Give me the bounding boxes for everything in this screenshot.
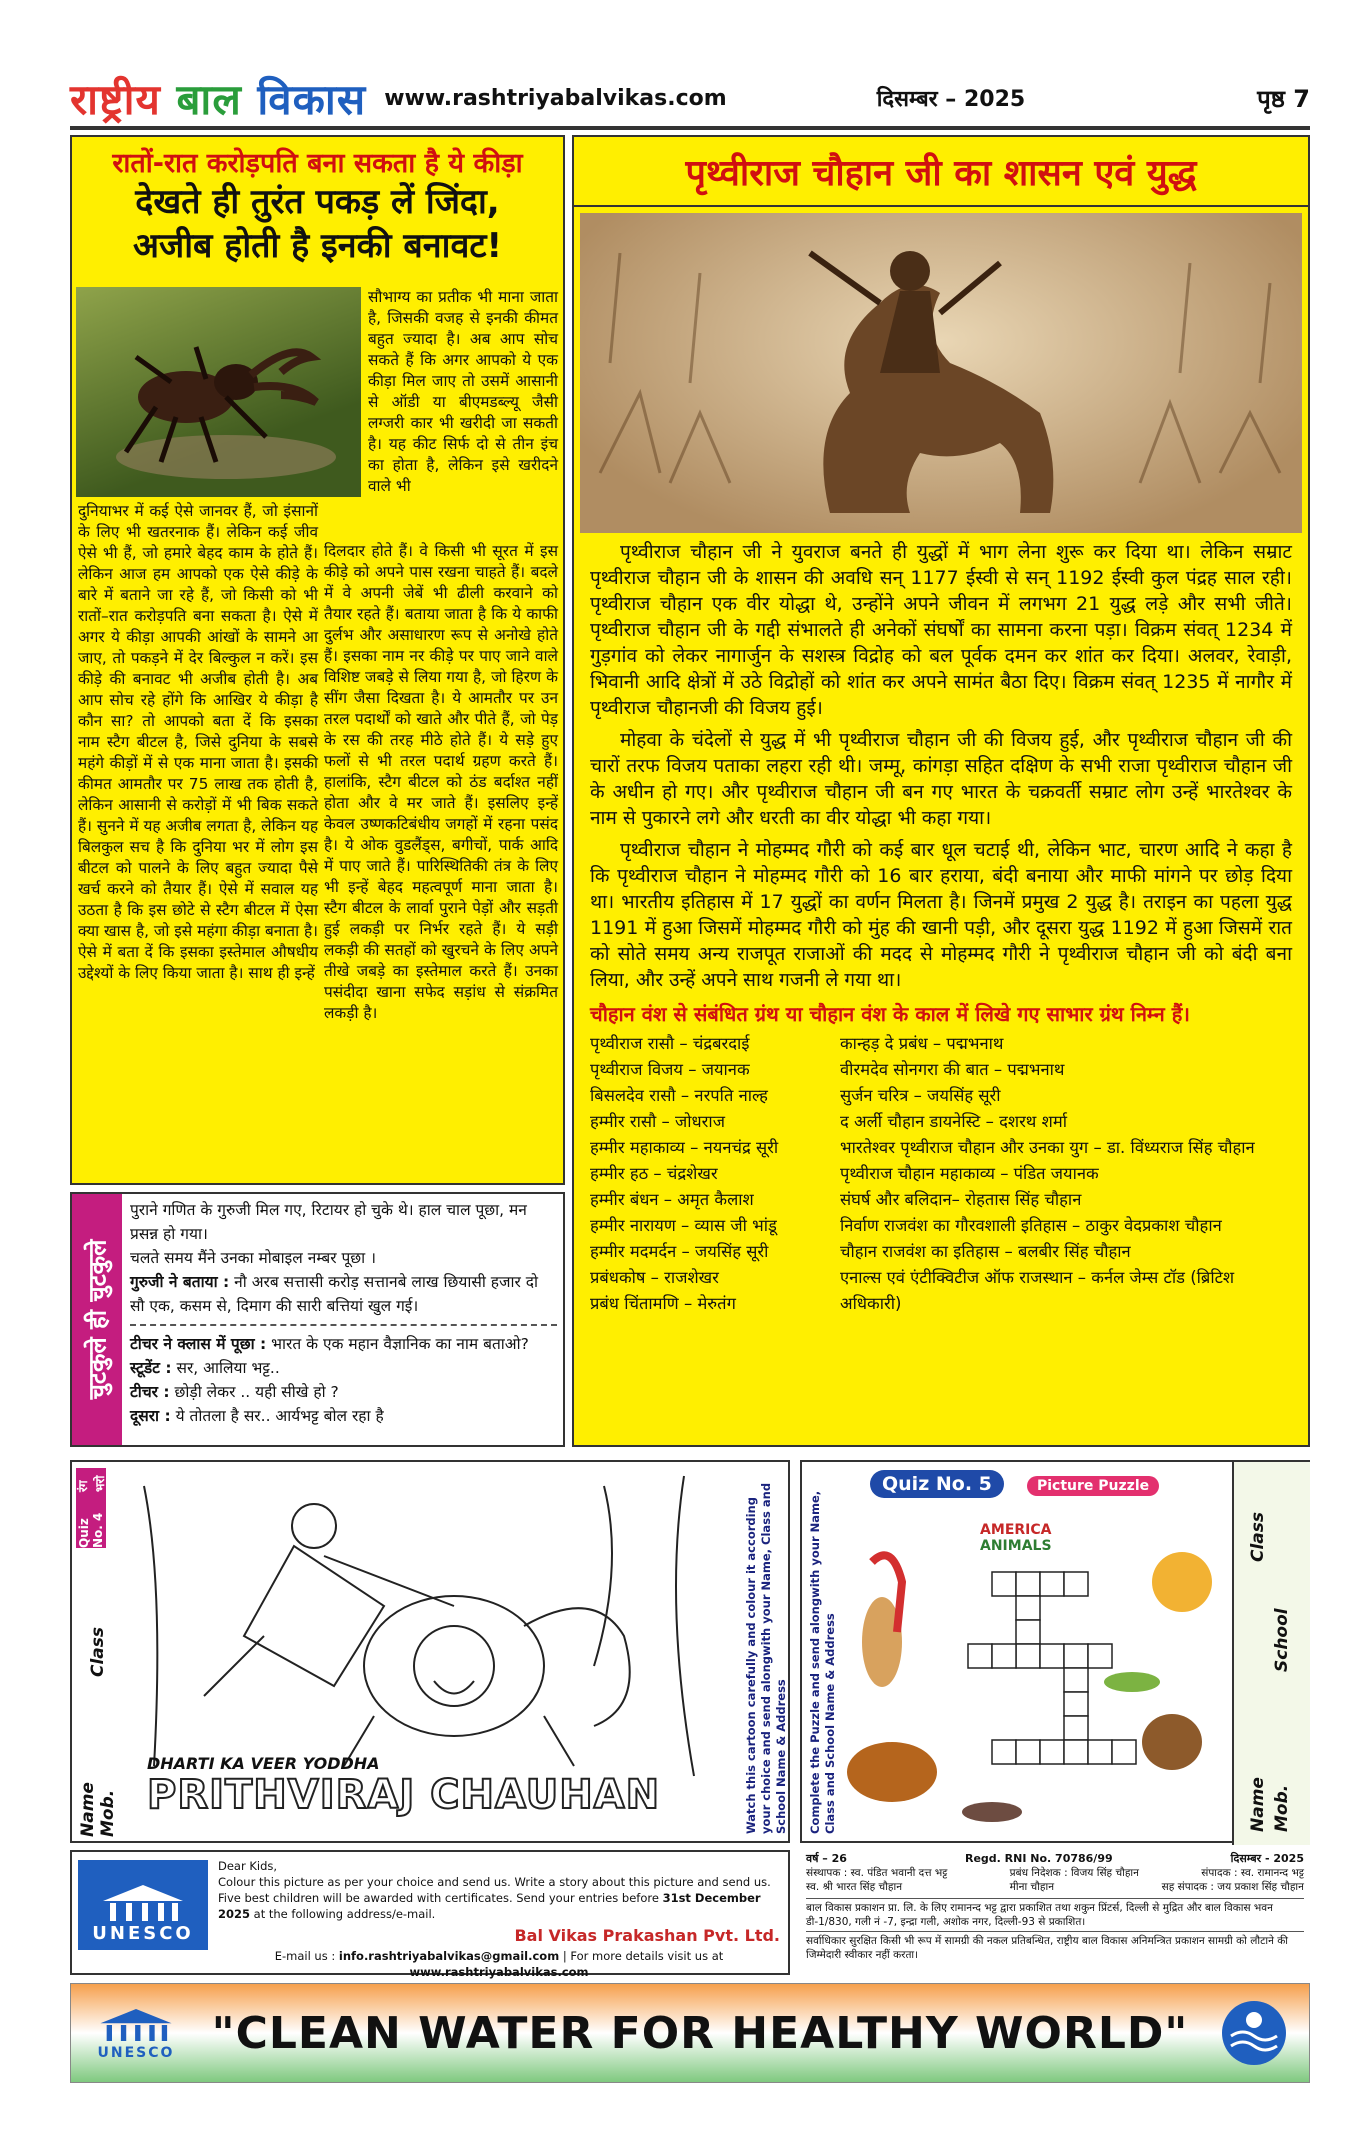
banner-unesco-text: UNESCO bbox=[97, 2045, 175, 2061]
list-item: हम्मीर नारायण – व्यास जी भांडू bbox=[590, 1216, 777, 1235]
page-number: पृष्ठ 7 bbox=[1257, 84, 1310, 113]
quiz-5-name-field[interactable]: Name bbox=[1248, 1777, 1268, 1832]
unesco-logo bbox=[78, 1860, 208, 1950]
website-url[interactable]: www.rashtriyabalvikas.com bbox=[384, 85, 727, 111]
joke-2-line-2 bbox=[130, 1356, 557, 1380]
quiz-4-mob-field[interactable]: Mob. bbox=[98, 1789, 118, 1837]
list-item: चौहान राजवंश का इतिहास – बलबीर सिंह चौहान bbox=[840, 1242, 1131, 1261]
list-item: प्रबंधकोष – राजशेखर bbox=[590, 1268, 719, 1287]
temple-icon bbox=[96, 2005, 176, 2045]
water-drop-icon bbox=[1219, 1998, 1289, 2068]
list-item: द अर्ली चौहान डायनेस्टि – दशरथ शर्मा bbox=[840, 1112, 1067, 1131]
site-link[interactable]: www.rashtriyabalvikas.com bbox=[409, 1965, 589, 1979]
info-greeting: Dear Kids, bbox=[218, 1859, 278, 1873]
list-item: भारतेश्वर पृथ्वीराज चौहान और उनका युग – डा. विंध्यराज सिंह चौहान bbox=[840, 1138, 1255, 1157]
info-body-1: Colour this picture as per your choice and send us. Write a story about this picture and send us. Five best children will be awarded with certificates. Send your entries before bbox=[218, 1875, 771, 1905]
beetle-col-left: दुनियाभर में कई ऐसे जानवर हैं, जो इंसानों के लिए भी खतरनाक हैं। लेकिन कई जीव ऐसे भी हैं, जो हमारे बेहद काम के होते हैं। लेकिन आज हम आपको एक ऐसे कीड़े के बारे में बताने जा रहे हैं, जो किसी को भी रातों–रात करोड़पति बना सकता है। ऐसे में अगर ये कीड़ा आपकी आंखों के सामने आ जाए, तो पकड़ने में देर बिल्कुल न करें। इस कीड़े की बनावट भी अजीब होती है। अब आप सोच रहे होंगे कि आखिर ये कीड़ा है कौन सा? तो आपको बता दें कि इसका नाम स्टैग बीटल है, जिसे दुनिया के सबसे महंगे कीड़ों में से एक माना जाता है। इसकी कीमत आमतौर पर 75 लाख तक होती है, लेकिन आसानी से करोड़ों में भी बिक सकते हैं। सुनने में यह अजीब लगता है, लेकिन यह बिलकुल सच है कि दुनिया भर में लोग इस बीटल को पालने के लिए बहुत ज्यादा पैसे खर्च करने को तैयार हैं। ऐसे में सवाल यह उठता है कि इस छोटे से स्टैग बीटल में ऐसा क्या खास है, जो इसे महंगा कीड़ा बनाता है। ऐसे में बता दें कि इसका इस्तेमाल औषधीय उद्देश्यों के लिए किया जाता है। साथ ही इन्हें bbox=[78, 502, 318, 982]
quiz-4-name-field[interactable]: Name bbox=[78, 1782, 98, 1837]
joke-2-line-4 bbox=[130, 1404, 557, 1428]
list-item: हम्मीर महाकाव्य – नयनचंद्र सूरी bbox=[590, 1138, 779, 1157]
beetle-kicker: रातों-रात करोड़पति बना सकता है ये कीड़ा bbox=[112, 148, 523, 179]
info-contact bbox=[218, 1948, 780, 1980]
info-text bbox=[218, 1858, 780, 1980]
prithviraj-para-1: पृथ्वीराज चौहान जी ने युवराज बनते ही युद्धों में भाग लेना शुरू कर दिया था। लेकिन सम्राट पृथ्वीराज चौहान जी के शासन की अवधि सन् 1177 ईस्वी से सन् 1192 ईस्वी कुल पंद्रह साल रही। पृथ्वीराज चौहान एक वीर योद्धा थे, उन्होंने अपने जीवन में लगभग 21 युद्ध लड़े और सभी जीते। पृथ्वीराज चौहान जी के गद्दी संभालते ही अनेकों संघर्षों का सामना करना पड़ा। विक्रम संवत् 1234 में गुड़गांव को लेकर नागार्जुन के सशस्त्र विद्रोह को बल पूर्वक दमन कर शांत कर दिया। अलवर, रेवाड़ी, भिवानी आदि क्षेत्रों में उठे विद्रोहों को शांत कर अपने सामंत बैठा दिए। विक्रम संवत् 1235 में नागौर में पृथ्वीराज चौहानजी की विजय हुई। bbox=[590, 541, 1292, 719]
joke-1-line-3 bbox=[130, 1270, 557, 1318]
beetle-headline-2: अजीब होती है इनकी बनावट! bbox=[133, 226, 502, 266]
quiz-4-class-field[interactable]: Class bbox=[88, 1626, 108, 1677]
joke-2-speaker-2: स्टूडेंट : bbox=[130, 1359, 172, 1377]
list-item: वीरमदेव सोनगरा की बात – पद्मभनाथ bbox=[840, 1060, 1065, 1079]
info-body-2: at the following address/e-mail. bbox=[253, 1907, 436, 1921]
beetle-col-right-bottom: दिलदार होते हैं। वे किसी भी सूरत में इस कीड़े को अपने पास रखना चाहते हैं। बदले में वे अपनी जेबें भी ढीली करवाने को तैयार रहते हैं। बताया जाता है कि ये काफी दुर्लभ और असाधारण रूप से अनोखे होते हैं। इसका नाम नर कीड़े पर पाए जाने वाले विशिष्ट जबड़े से लिया गया है, जो हिरण के सींग जैसा दिखता है। ये आमतौर पर उन तरल पदार्थों को खाते और पीते हैं, जो पेड़ के रस की तरह मीठे होते हैं। ये सड़े हुए फलों से भी तरल पदार्थ ग्रहण करते हैं। हालांकि, स्टैग बीटल को ठंड बर्दाश्त नहीं होता और वे मर जाते हैं। इसलिए इन्हें केवल उष्णकटिबंधीय जगहों में रहना पसंद है। ये ओक वुडलैंड्स, बगीचों, पार्क आदि में पाए जाते हैं। पारिस्थितिकी तंत्र के लिए भी इन्हें बेहद महत्वपूर्ण माना जाता है। स्टैग बीटल के लार्वा पुराने पेड़ों और सड़ती हुई लकड़ी पर निर्भर रहते हैं। ये सड़ी लकड़ी की सतहों को खुरचने के लिए अपने तीखे जबड़े का इस्तेमाल करते हैं। उनका पसंदीदा खाना सफेद सड़ांध से संक्रमित लकड़ी है। bbox=[324, 542, 558, 1022]
battle-illustration bbox=[580, 213, 1302, 533]
joke-2-text-3: छोड़ी लेकर .. यही सीखे हो ? bbox=[174, 1383, 339, 1401]
logo bbox=[70, 70, 366, 127]
joke-1-line-2: चलते समय मैंने उनका मोबाइल नम्बर पूछा । bbox=[130, 1249, 376, 1267]
list-item: निर्वाण राजवंश का गौरवशाली इतिहास – ठाकुर वेदप्रकाश चौहान bbox=[840, 1216, 1222, 1235]
reg-md: प्रबंध निदेशक : विजय सिंह चौहान bbox=[1009, 1867, 1139, 1879]
reg-printer: बाल विकास प्रकाशन प्रा. लि. के लिए रामानन्द भट्ट द्वारा प्रकाशित तथा शकुन प्रिंटर्स, दिल्ली से मुद्रित और बाल विकास भवन डी-1/830, गली नं -7, इन्द्रा गली, अशोक नगर, दिल्ली-93 से प्रकाशित। bbox=[806, 1898, 1304, 1929]
quiz-4-tag-text: Quiz No. 4 bbox=[77, 1512, 105, 1548]
badge-line-1: AMERICA bbox=[980, 1522, 1052, 1538]
logo-word-3: विकास bbox=[257, 74, 367, 124]
joke-2-speaker-3: टीचर : bbox=[130, 1383, 170, 1401]
temple-icon bbox=[98, 1883, 188, 1923]
reg-line-4: स्व. श्री भारत सिंह चौहान bbox=[806, 1881, 903, 1893]
joke-2-text-4: ये तोतला है सर.. आर्यभट्ट बोल रहा है bbox=[175, 1407, 384, 1425]
books-heading: चौहान वंश से संबंधित ग्रंथ या चौहान वंश के काल में लिखे गए साभार ग्रंथ निम्न हैं। bbox=[590, 1002, 1190, 1026]
jokes-side-label bbox=[72, 1194, 122, 1445]
list-item: हम्मीर बंधन – अमृत कैलाश bbox=[590, 1190, 754, 1209]
joke-2-speaker-1: टीचर ने क्लास में पूछा : bbox=[130, 1335, 267, 1353]
joke-2-line-1 bbox=[130, 1332, 557, 1356]
email-label: E-mail us : bbox=[274, 1949, 336, 1963]
list-item: पृथ्वीराज रासौ – चंद्रबरदाई bbox=[590, 1034, 750, 1053]
list-item: प्रबंध चिंतामणि – मेरुतंग bbox=[590, 1294, 736, 1313]
jokes-box bbox=[70, 1192, 565, 1447]
quiz-5-label: Picture Puzzle bbox=[1027, 1476, 1159, 1496]
prithviraj-article bbox=[572, 135, 1310, 1447]
list-item: एनाल्स एवं एंटीक्विटीज ऑफ राजस्थान – कर्नल जेम्स टॉड (ब्रिटिश अधिकारी) bbox=[840, 1268, 1235, 1313]
quiz-5-form bbox=[1232, 1462, 1310, 1845]
quiz-5-puzzle bbox=[800, 1460, 1310, 1843]
coloring-caption-2: PRITHVIRAJ CHAUHAN bbox=[147, 1772, 661, 1818]
quiz-4-instructions: Watch this cartoon carefully and colour it according your choice and send alongwith your Name, Class and School Name & Address bbox=[744, 1482, 788, 1834]
info-body bbox=[218, 1874, 780, 1922]
quiz-5-school-field[interactable]: School bbox=[1272, 1608, 1292, 1672]
unesco-text: UNESCO bbox=[92, 1923, 194, 1944]
list-item: हम्मीर हठ – चंद्रशेखर bbox=[590, 1164, 718, 1183]
beetle-col-right-top: सौभाग्य का प्रतीक भी माना जाता है, जिसकी वजह से इनकी कीमत बहुत ज्यादा है। अब आप सोच सकते हैं कि अगर आपको ये एक कीड़ा मिल जाए तो उसमें आसानी से ऑडी या बीएमडब्ल्यू जैसी लग्जरी कार भी खरीदी जा सकती है। यह कीट सिर्फ दो से तीन इंच का होता है, लेकिन इसे खरीदने वाले भी bbox=[368, 288, 558, 495]
quiz-4-coloring bbox=[70, 1460, 790, 1843]
reg-rights: सर्वाधिकार सुरक्षित किसी भी रूप में सामग्री की नकल प्रतिबन्धित, राष्ट्रीय बाल विकास अनिमन्त्रित प्रकाशन सामग्री को लौटाने की जिम्मेदारी स्वीकार नहीं करता। bbox=[806, 1931, 1304, 1962]
reg-row-3 bbox=[806, 1880, 1304, 1894]
reg-year: वर्ष – 26 bbox=[806, 1852, 847, 1865]
jokes-text bbox=[130, 1198, 557, 1428]
quiz-4-tag bbox=[76, 1468, 106, 1548]
stag-beetle-photo bbox=[76, 287, 361, 497]
coloring-caption-1: DHARTI KA VEER YODDHA bbox=[147, 1754, 380, 1773]
logo-word-2: बाल bbox=[176, 74, 242, 124]
beetle-article bbox=[70, 135, 565, 1185]
horse-rider-icon bbox=[580, 213, 1302, 533]
clean-water-banner bbox=[70, 1983, 1310, 2083]
info-deadline: 31st December 2025 bbox=[218, 1891, 761, 1921]
list-item: संघर्ष और बलिदान– रोहतास सिंह चौहान bbox=[840, 1190, 1082, 1209]
quiz-5-mob-field[interactable]: Mob. bbox=[1272, 1784, 1292, 1832]
beetle-icon bbox=[76, 287, 361, 497]
books-col-left bbox=[590, 1031, 840, 1317]
reg-row-2 bbox=[806, 1866, 1304, 1880]
masthead bbox=[70, 70, 1310, 130]
banner-slogan: "CLEAN WATER FOR HEALTHY WORLD" bbox=[211, 2007, 1189, 2059]
list-item: पृथ्वीराज चौहान महाकाव्य – पंडित जयानक bbox=[840, 1164, 1099, 1183]
books-list bbox=[574, 1031, 1308, 1317]
quiz-4-tag-2: रंग भरो bbox=[76, 1475, 107, 1493]
contest-info bbox=[70, 1850, 790, 1979]
joke-2-text-2: सर, आलिया भट्ट.. bbox=[176, 1359, 280, 1377]
books-col-right bbox=[840, 1031, 1292, 1317]
joke-2-line-3 bbox=[130, 1380, 557, 1404]
reg-editor: संपादक : स्व. रामानन्द भट्ट bbox=[1201, 1867, 1304, 1879]
logo-word-1: राष्ट्रीय bbox=[70, 74, 161, 124]
list-item: सुर्जन चरित्र – जयसिंह सूरी bbox=[840, 1086, 1001, 1105]
prithviraj-title: पृथ्वीराज चौहान जी का शासन एवं युद्ध bbox=[574, 137, 1308, 207]
joke-2-text-1: भारत के एक महान वैज्ञानिक का नाम बताओ? bbox=[271, 1335, 529, 1353]
crossword-grid[interactable] bbox=[842, 1502, 1242, 1832]
joke-1-answer: नौ अरब सत्तासी करोड़ सत्तानबे लाख छियासी हजार दो सौ एक, कसम से, दिमाग की सारी बत्तियां खुल गई। bbox=[130, 1273, 539, 1315]
reg-date: दिसम्बर - 2025 bbox=[1230, 1852, 1304, 1865]
reg-line-5: मीना चौहान bbox=[1009, 1881, 1055, 1893]
jokes-side-text: चुटकुले ही चुटकुले bbox=[83, 1239, 112, 1400]
list-item: हम्मीर रासौ – जोधराज bbox=[590, 1112, 725, 1131]
prithviraj-para-3: पृथ्वीराज चौहान ने मोहम्मद गौरी को कई बार धूल चटाई थी, लेकिन भाट, चारण आदि ने कहा है कि पृथ्वीराज चौहान ने मोहम्मद गौरी को 16 बार हराया, बंदी बनाया और माफी मांगने पर छोड़ दिया था। भारतीय इतिहास में 17 युद्धों का वर्णन मिलता है। जिनमें प्रमुख 2 युद्ध है। तराइन का पहला युद्ध 1191 में हुआ जिसमें मोहम्मद गौरी को मुंह की खानी पड़ी, और दूसरा युद्ध 1192 में हुआ जिसमें रात को सोते समय अन्य राजपूत राजाओं की मदद से मोहम्मद गौरी ने पृथ्वीराज चौहान जी को बंदी बना लिया, और उन्हें अपने साथ गजनी ले गया था। bbox=[590, 839, 1292, 991]
reg-number: Regd. RNI No. 70786/99 bbox=[964, 1852, 1113, 1865]
prithviraj-para-2: मोहवा के चंदेलों से युद्ध में भी पृथ्वीराज चौहान जी की विजय हुई, और पृथ्वीराज चौहान जी की चारों तरफ विजय पताका लहरा रही थी। जम्मू, कांगड़ा सहित दक्षिण के सभी राजा पृथ्वीराज चौहान जी के अधीन हो गए। और पृथ्वीराज चौहान जी बन गए भारत के चक्रवर्ती सम्राट लोग उन्हें भारतेश्वर के नाम से पुकारने लगे और धरती का वीर योद्धा भी कहा गया। bbox=[590, 729, 1292, 829]
quiz-5-title: Quiz No. 5 bbox=[870, 1470, 1004, 1498]
issue-month: दिसम्बर – 2025 bbox=[876, 87, 1026, 112]
registration-info bbox=[800, 1850, 1310, 1975]
beetle-headline-1: देखते ही तुरंत पकड़ लें जिंदा, bbox=[135, 182, 500, 222]
reg-founder: संस्थापक : स्व. पंडित भवानी दत्त भट्ट bbox=[806, 1867, 948, 1879]
list-item: बिसलदेव रासौ – नरपति नाल्ह bbox=[590, 1086, 768, 1105]
publisher-name: Bal Vikas Prakashan Pvt. Ltd. bbox=[514, 1926, 780, 1945]
joke-divider bbox=[130, 1324, 557, 1326]
email-link[interactable]: info.rashtriyabalvikas@gmail.com bbox=[338, 1949, 560, 1963]
joke-2-speaker-4: दूसरा : bbox=[130, 1407, 171, 1425]
badge-line-2: ANIMALS bbox=[980, 1538, 1052, 1554]
quiz-5-instructions: Complete the Puzzle and send alongwith your Name, Class and School Name & Address bbox=[808, 1490, 837, 1834]
list-item: पृथ्वीराज विजय – जयानक bbox=[590, 1060, 750, 1079]
joke-1-line-1: पुराने गणित के गुरुजी मिल गए, रिटायर हो चुके थे। हाल चाल पूछा, मन प्रसन्न हो गया। bbox=[130, 1201, 527, 1243]
joke-1-speaker: गुरुजी ने बताया : bbox=[130, 1273, 230, 1291]
water-logo bbox=[1199, 1998, 1309, 2068]
list-item: कान्हड़ दे प्रबंध – पद्मभनाथ bbox=[840, 1034, 1004, 1053]
banner-unesco-logo bbox=[71, 2005, 201, 2061]
quiz-5-class-field[interactable]: Class bbox=[1248, 1511, 1268, 1562]
reg-top-row bbox=[806, 1852, 1304, 1866]
more-details: | For more details visit us at bbox=[562, 1949, 724, 1963]
list-item: हम्मीर मदमर्दन – जयसिंह सूरी bbox=[590, 1242, 769, 1261]
reg-coeditor: सह संपादक : जय प्रकाश सिंह चौहान bbox=[1161, 1881, 1304, 1893]
